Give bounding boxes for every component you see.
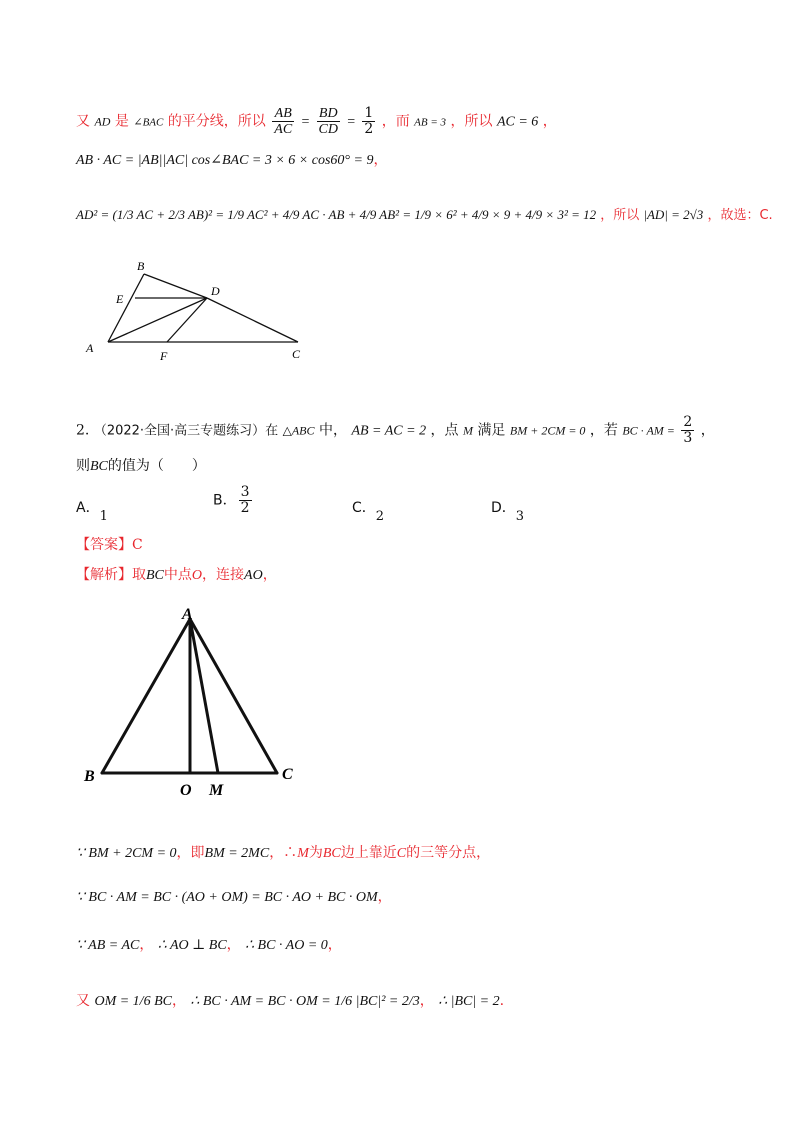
text-s4-c: ， [171,993,186,1009]
text-value-of: 的值为（ ） [107,458,206,474]
label-b: B [137,259,145,273]
answer-label: 【答案】 [76,537,132,553]
option-b-label: B． [213,492,237,509]
label-e: E [116,292,124,306]
fraction-two-thirds [681,415,694,446]
text-s3-b: ， [139,937,154,953]
option-d-value: 3 [515,509,525,524]
math-cond3: BC · AM = [622,423,675,438]
option-c[interactable] [352,497,385,524]
math-s1-a: ∵ BM + 2CM = 0 [76,846,177,861]
text-comma: ， [373,152,388,168]
frac-den: AC [274,122,293,137]
math-s1-i: C [396,846,407,861]
label-c: C [292,347,301,361]
math-triangle: △ABC [282,423,315,438]
math-ao: AO [244,568,263,583]
label-o: O [180,782,192,799]
text-bisector: 的平分线，所以 [167,113,266,130]
math-bc: BC [146,568,164,583]
frac-den: CD [318,122,338,137]
math-ab-3: AB = 3 [414,116,447,129]
text-s1-f: 为 [308,845,323,861]
solution-line-1: 又 AD 是 ∠BAC 的平分线，所以 $\frac{AB}{AC}$ = $\frac{BD}{CD}$ = $\frac{1}{2}$ ，而 AB = 3 ，所以 AC = 6 ， [76,105,557,137]
answer-line [76,535,143,555]
option-c-value: 2 [375,509,385,524]
text-point: ，点 [430,422,459,439]
text-satisfy: 满足 [477,422,506,439]
math-dot-product: AB · AC = |AB||AC| cos∠BAC = 3 × 6 × cos60° = 9 [76,153,374,168]
text-er: ，而 [381,113,410,130]
question-source: （2022·全国·高三专题练习）在 [93,423,279,439]
math-bc: BC [90,459,108,474]
text-if: ，若 [589,422,618,439]
step-4 [76,991,504,1012]
math-s3-c: ∴ AO ⊥ BC [157,938,227,953]
math-s1-g: BC [322,846,341,861]
option-a-label: A． [76,500,100,516]
text-s2-b: ， [377,889,392,905]
label-m: M [209,782,224,799]
step-1 [76,843,490,864]
math-o: O [191,568,203,583]
fraction-half [362,106,375,137]
step-3 [76,935,342,956]
math-ad-squared: AD² = (1/3 AC + 2/3 AB)² = 1/9 AC² + 4/9 AC · AB + 4/9 AB² = 1/9 × 6² + 4/9 × 9 + 4/9 × 3² = 12 [76,207,597,222]
label-d: D [211,284,220,298]
fraction-bd-cd [317,106,340,137]
figure-triangle-2 [78,603,318,803]
frac-num: 1 [364,105,374,121]
text-ze: 则 [76,458,90,474]
frac-den: 2 [364,121,374,137]
math-ac-6: AC = 6 [496,114,539,130]
text-s1-j: 的三等分点， [406,845,491,861]
label-b: B [84,768,95,785]
text-comma: ， [542,113,557,130]
question-2-line-2 [76,456,206,477]
text-you: 又 [76,113,90,130]
figure-triangle-1 [80,258,320,373]
math-s3-a: ∵ AB = AC [76,938,140,953]
frac-num: 3 [240,484,250,500]
text-zhong: 中， [318,422,347,439]
label-f: F [160,349,168,363]
text-s3-f: ， [327,937,342,953]
text-qu: 取 [132,567,146,583]
question-2-line-1 [76,415,715,446]
math-s1-c: BM = 2MC [204,846,270,861]
math-s3-e: ∴ BC · AO = 0 [245,938,328,953]
text-s4-e: ， [419,993,434,1009]
analysis-line [76,565,277,586]
option-b[interactable] [213,485,254,516]
text-s1-b: ，即 [176,845,205,861]
math-s4-f: ∴ |BC| = 2 [438,994,500,1009]
math-ad: AD [94,114,111,129]
solution-line-2 [76,150,387,171]
option-d[interactable] [491,497,525,524]
option-a-value: 1 [99,509,108,524]
math-s2-a: ∵ BC · AM = BC · (AO + OM) = BC · AO + BC · OM [76,890,378,905]
frac-den: 3 [683,430,693,446]
text-choice-c: ，故选：C. [707,208,773,223]
question-number: 2. [76,422,90,439]
math-ad-result: |AD| = 2√3 [643,207,704,222]
option-a[interactable] [76,497,108,524]
text-s4-g: . [499,993,505,1009]
label-c: C [282,766,293,783]
math-s1-e: M [297,846,309,861]
frac-num: 2 [683,414,693,430]
text-shi: 是 [114,113,129,130]
math-point-m: M [462,423,473,438]
math-s4-b: OM = 1/6 BC [94,994,172,1009]
math-s4-d: ∴ BC · AM = BC · OM = 1/6 |BC|² = 2/3 [190,994,420,1009]
solution-line-3 [76,205,773,226]
fraction-ab-ac [272,106,294,137]
option-b-fraction [239,485,252,516]
frac-num: BD [317,106,340,122]
text-s3-d: ， [226,937,241,953]
step-2 [76,887,392,908]
frac-den: 2 [240,500,250,516]
text-comma: ， [700,422,715,439]
label-a: A [182,606,193,623]
math-cond2: BM + 2CM = 0 [509,423,586,438]
text-suoyi: ，所以 [450,113,493,130]
option-c-label: C． [352,500,376,516]
math-cond1: AB = AC = 2 [351,423,427,439]
frac-num: AB [272,106,294,122]
text-midpoint: 中点 [163,567,192,583]
math-bac: ∠BAC [133,116,164,129]
text-connect: ，连接 [202,567,245,583]
text-s1-d: ，∴ [269,845,298,861]
option-d-label: D． [491,500,516,516]
label-a: A [86,341,94,355]
analysis-label: 【解析】 [76,567,132,583]
text-comma: ， [262,567,277,583]
text-s4-a: 又 [76,993,90,1009]
text-suoyi-2: ，所以 [600,208,640,223]
text-s1-h: 边上靠近 [340,845,397,861]
answer-value: C [132,537,143,553]
